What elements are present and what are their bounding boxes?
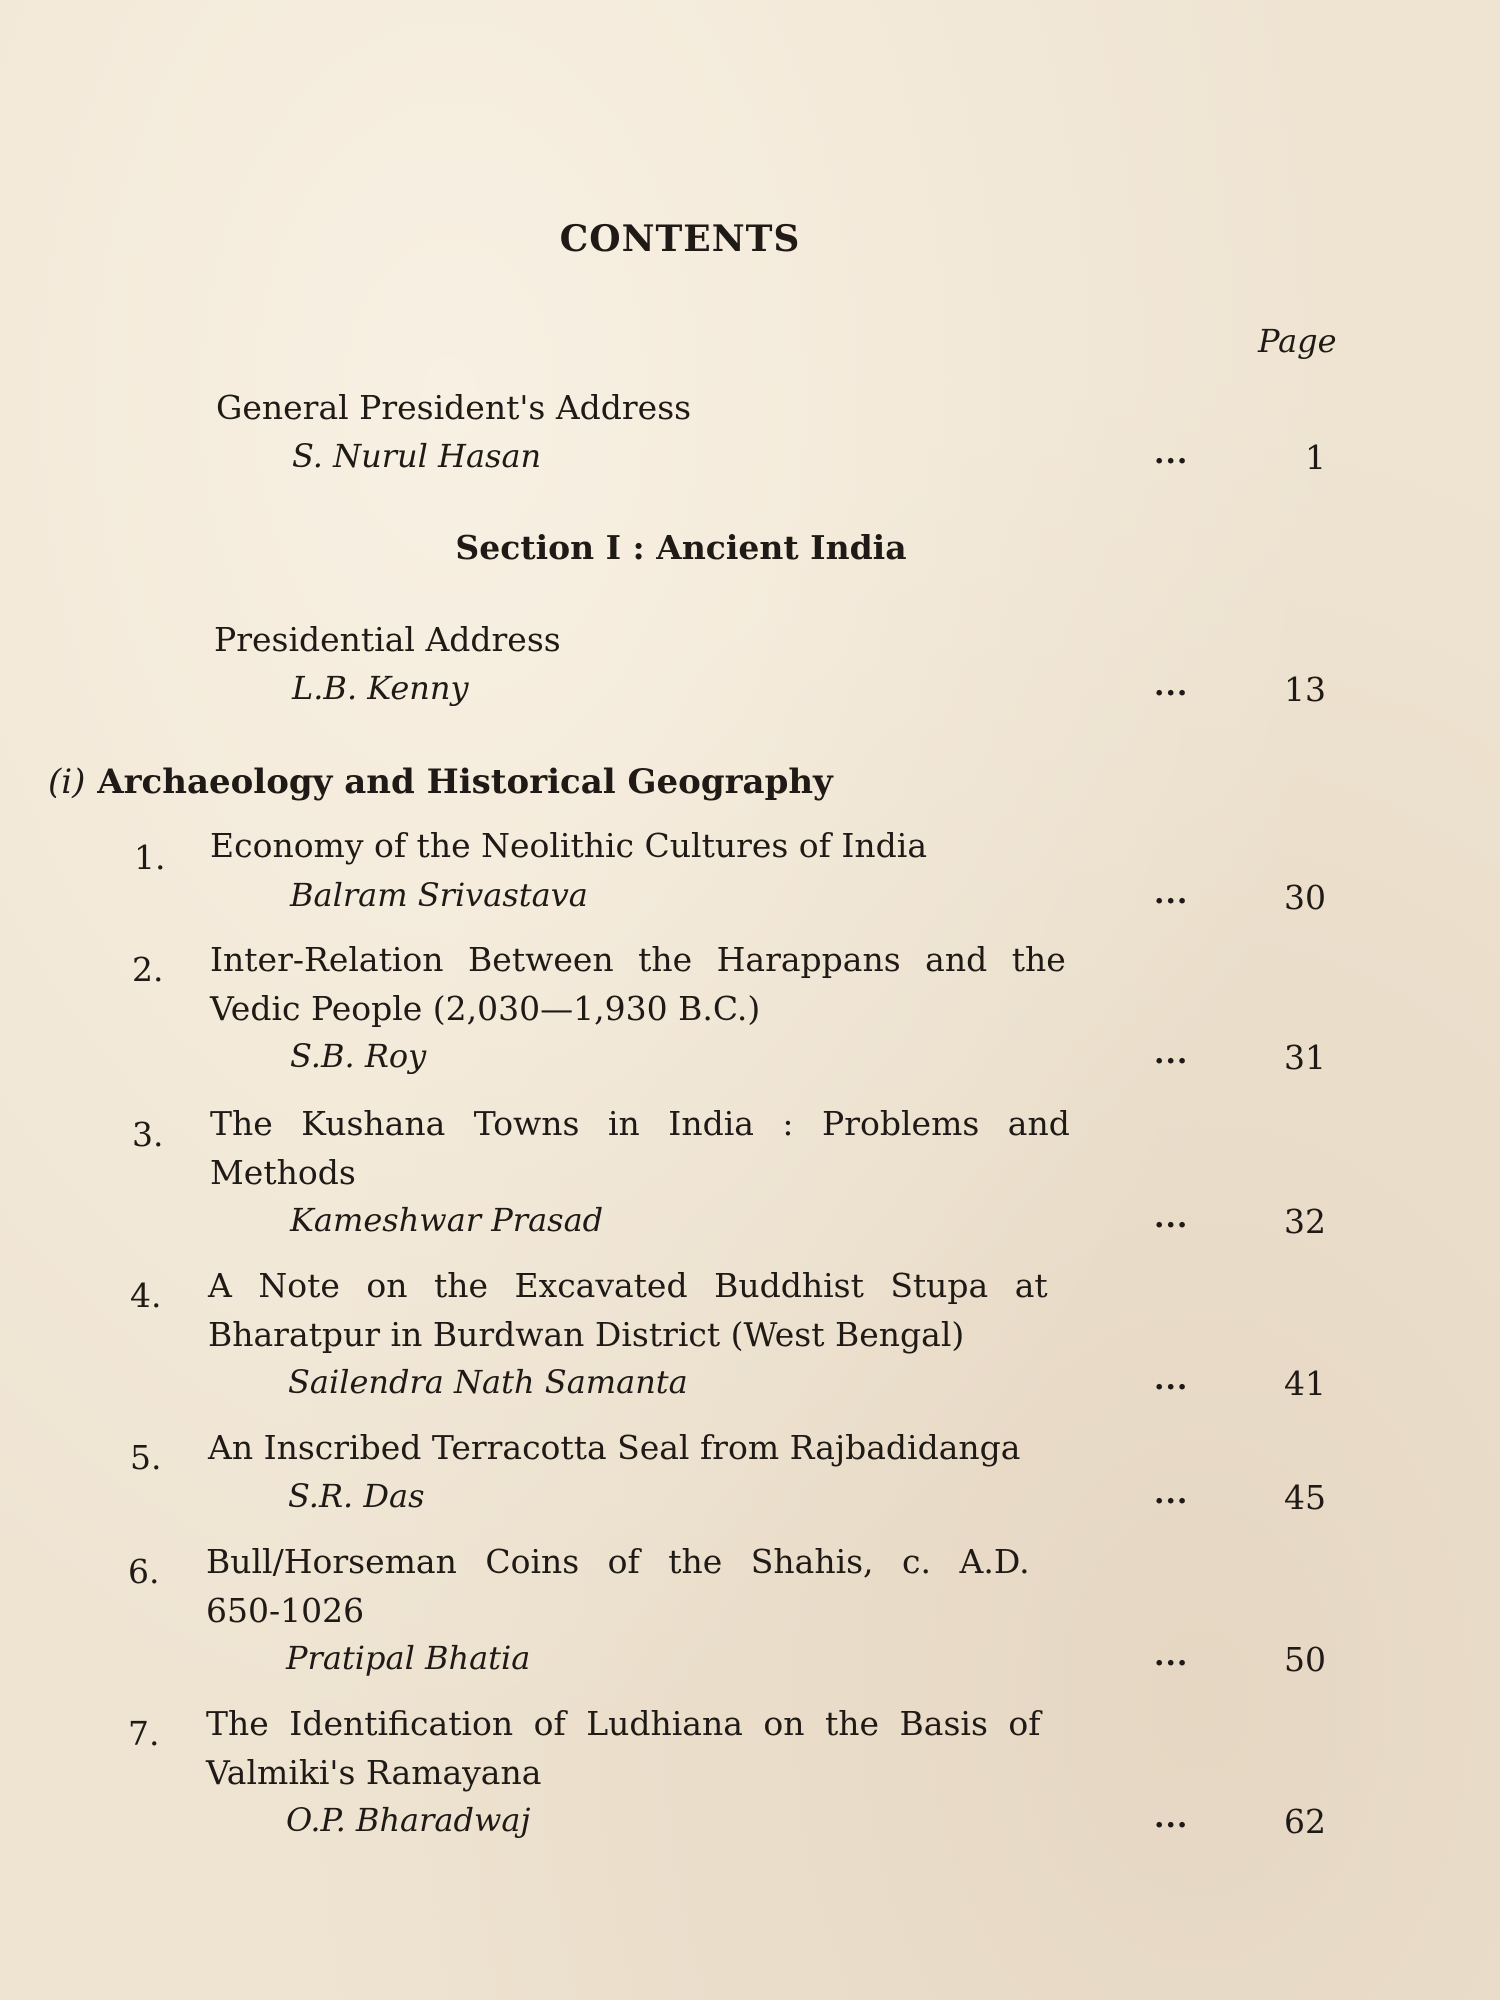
entry-page: 62: [1284, 1802, 1326, 1841]
entry-title-line: [210, 940, 1070, 979]
entry-number: 1.: [134, 838, 166, 877]
entry-title-line: Methods: [210, 1153, 356, 1192]
entry-author: Kameshwar Prasad: [290, 1201, 604, 1239]
entry-number: 5.: [130, 1438, 162, 1477]
presidential-address-leader: ...: [1154, 668, 1189, 703]
entry-author: Balram Srivastava: [290, 876, 588, 914]
entry-author: O.P. Bharadwaj: [286, 1801, 531, 1839]
entry-leader: ...: [1154, 1036, 1189, 1071]
general-address-page: 1: [1305, 438, 1326, 477]
category-heading: [48, 762, 833, 802]
entry-page: 45: [1284, 1478, 1326, 1517]
page-title: CONTENTS: [559, 218, 801, 260]
general-address-author: S. Nurul Hasan: [292, 437, 542, 475]
entry-leader: ...: [1154, 876, 1189, 911]
entry-author: S.R. Das: [288, 1477, 425, 1515]
entry-leader: ...: [1154, 1638, 1189, 1673]
entry-title-line: An Inscribed Terracotta Seal from Rajbadidanga: [208, 1428, 1021, 1467]
entry-number: 7.: [128, 1714, 160, 1753]
entry-page: 50: [1284, 1640, 1326, 1679]
page-column-header: Page: [1258, 322, 1337, 360]
entry-number: 4.: [130, 1276, 162, 1315]
entry-title-line: Economy of the Neolithic Cultures of India: [210, 826, 928, 865]
entry-title-line: Bull/Horseman Coins of the Shahis, c. A.D.: [206, 1542, 1030, 1581]
entry-leader: ...: [1154, 1800, 1189, 1835]
entry-title-line: A Note on the Excavated Buddhist Stupa at: [208, 1266, 1048, 1305]
entry-leader: ...: [1154, 1362, 1189, 1397]
entry-leader: ...: [1154, 1200, 1189, 1235]
entry-leader: ...: [1154, 1476, 1189, 1511]
entry-page: 41: [1284, 1364, 1326, 1403]
entry-page: 30: [1284, 878, 1326, 917]
section-heading: Section I : Ancient India: [455, 528, 907, 567]
category-number: (i): [48, 762, 86, 802]
entry-author: Pratipal Bhatia: [286, 1639, 531, 1677]
entry-author: Sailendra Nath Samanta: [288, 1363, 688, 1401]
entry-page: 32: [1284, 1202, 1326, 1241]
entry-title-line: Bharatpur in Burdwan District (West Bengal): [208, 1315, 965, 1354]
entry-title-line: Valmiki's Ramayana: [206, 1753, 542, 1792]
entry-number: 2.: [132, 950, 164, 989]
presidential-address-page: 13: [1284, 670, 1326, 709]
general-address-title: General President's Address: [216, 388, 692, 427]
presidential-address-author: L.B. Kenny: [292, 669, 469, 707]
entry-number: 6.: [128, 1552, 160, 1591]
entry-title-line: Vedic People (2,030—1,930 B.C.): [210, 989, 761, 1028]
entry-number: 3.: [132, 1115, 164, 1154]
entry-title-line: 650-1026: [206, 1591, 365, 1630]
entry-title-line: The Kushana Towns in India : Problems and: [210, 1104, 1070, 1143]
general-address-leader: ...: [1154, 436, 1189, 471]
presidential-address-title: Presidential Address: [214, 620, 561, 659]
category-label: Archaeology and Historical Geography: [97, 762, 833, 802]
entry-author: S.B. Roy: [290, 1037, 427, 1075]
entry-page: 31: [1284, 1038, 1326, 1077]
entry-title-line-text: Inter-Relation Between the Harappans and the: [210, 940, 1066, 979]
entry-title-line: The Identification of Ludhiana on the Basis of: [206, 1704, 1041, 1743]
